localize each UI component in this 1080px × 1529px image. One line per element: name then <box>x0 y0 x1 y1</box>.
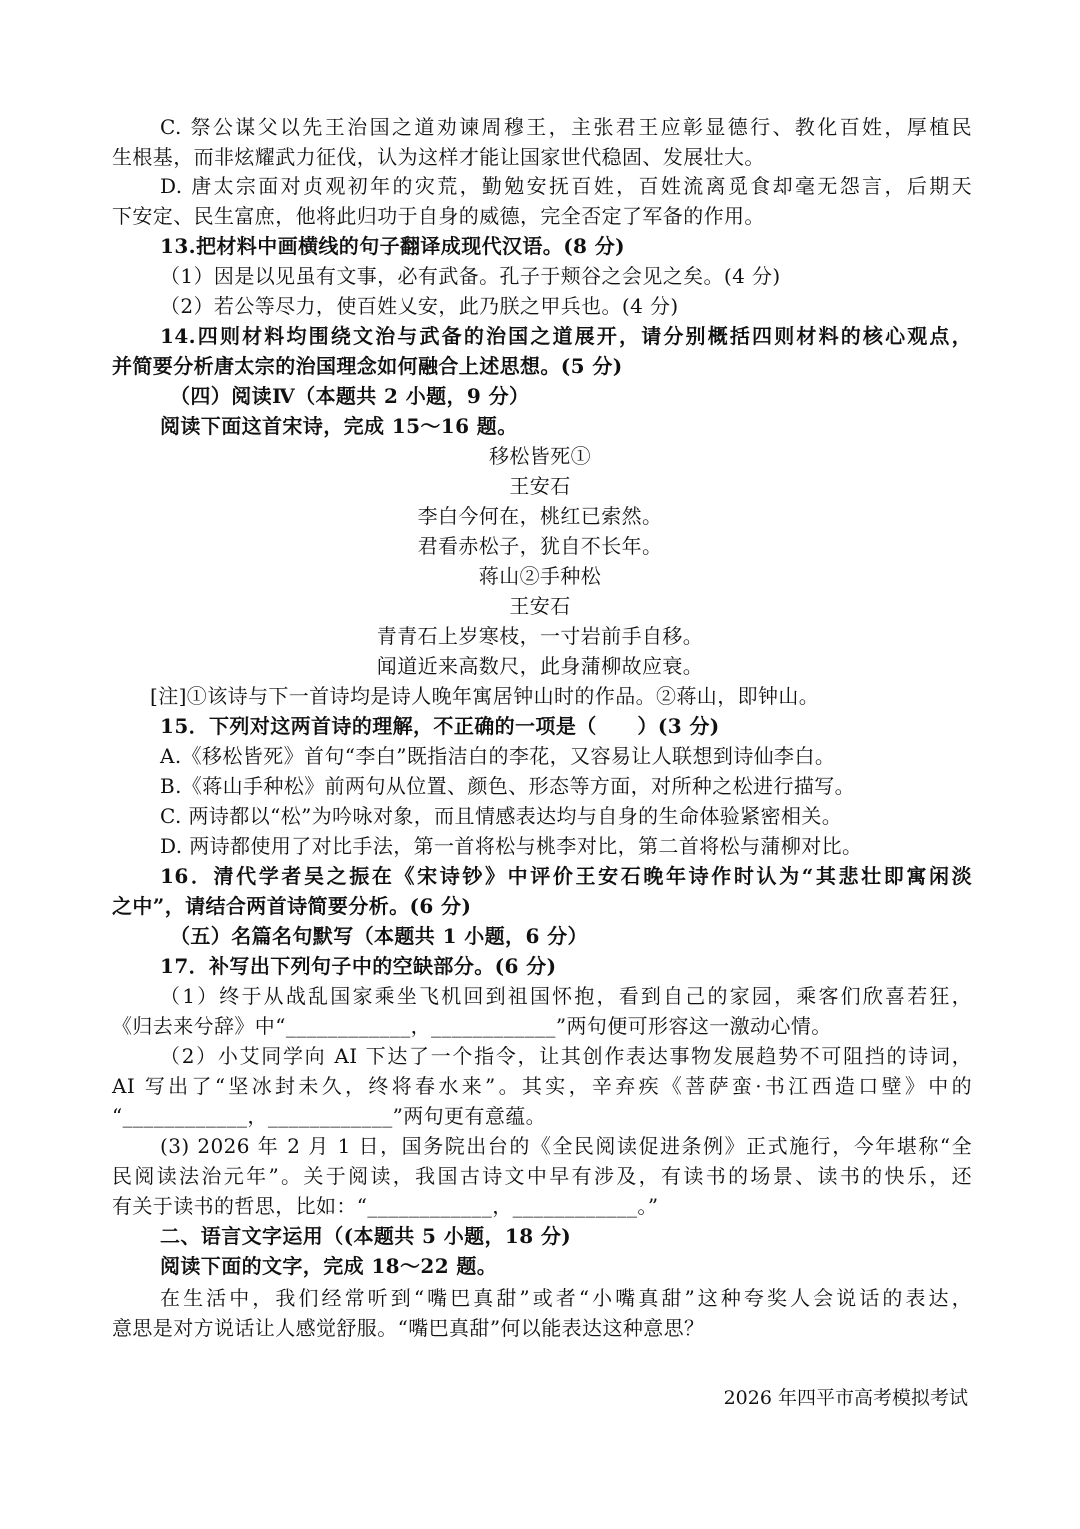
option-c-line-2: 生根基，而非炫耀武力征伐，认为这样才能让国家世代稳固、发展壮大。 <box>112 145 765 169</box>
question-16-line-2: 之中”，请结合两首诗简要分析。(6 分) <box>112 894 472 918</box>
poem-2-title: 蒋山②手种松 <box>478 564 602 588</box>
poem-2-line-2: 闻道近来高数尺，此身蒲柳故应衰。 <box>376 654 704 678</box>
question-14-line-1: 14.四则材料均围绕文治与武备的治国之道展开，请分别概括四则材料的核心观点， <box>160 324 972 348</box>
question-17-part-2-line-1: （2）小艾同学向 AI 下达了一个指令，让其创作表达事物发展趋势不可阻挡的诗词， <box>160 1044 972 1068</box>
poem-1-line-1: 李白今何在，桃红已索然。 <box>417 504 663 528</box>
question-15-option-a: A.《移松皆死》首句“李白”既指洁白的李花，又容易让人联想到诗仙李白。 <box>160 744 836 768</box>
poem-1-title: 移松皆死① <box>489 444 591 468</box>
question-17-part-2-line-2: AI 写出了“坚冰封未久，终将春水来”。其实，辛弃疾《菩萨蛮·书江西造口壁》中的 <box>112 1074 972 1098</box>
poem-1-line-2: 君看赤松子，犹自不长年。 <box>417 534 663 558</box>
question-15-option-b: B.《蒋山手种松》前两句从位置、颜色、形态等方面，对所种之松进行描写。 <box>160 774 856 798</box>
part-2-intro: 阅读下面的文字，完成 18～22 题。 <box>160 1254 498 1278</box>
question-13-part-1: （1）因是以见虽有文事，必有武备。孔子于颊谷之会见之矣。(4 分) <box>160 264 781 288</box>
poem-2-line-1: 青青石上岁寒枝，一寸岩前手自移。 <box>376 624 704 648</box>
question-17: 17．补写出下列句子中的空缺部分。(6 分) <box>160 954 557 978</box>
question-15-option-c: C. 两诗都以“松”为吟咏对象，而且情感表达均与自身的生命体验紧密相关。 <box>160 804 843 828</box>
question-13: 13.把材料中画横线的句子翻译成现代汉语。(8 分) <box>160 234 625 258</box>
question-17-part-3-line-1: (3) 2026 年 2 月 1 日，国务院出台的《全民阅读促进条例》正式施行，今年堪称“全 <box>160 1134 972 1158</box>
part-2-heading: 二、语言文字运用（(本题共 5 小题，18 分) <box>160 1224 572 1248</box>
question-15-option-d: D. 两诗都使用了对比手法，第一首将松与桃李对比，第二首将松与蒲柳对比。 <box>160 834 863 858</box>
question-17-part-3-line-3: 有关于读书的哲思，比如：“____________，____________。” <box>112 1194 659 1218</box>
section-4-heading: （四）阅读Ⅳ（本题共 2 小题，9 分） <box>170 384 530 408</box>
question-15: 15．下列对这两首诗的理解，不正确的一项是（ ）(3 分) <box>160 714 720 738</box>
option-d-line-2: 下安定、民生富庶，他将此归功于自身的威德，完全否定了军备的作用。 <box>112 204 765 228</box>
question-13-part-2: （2）若公等尽力，使百姓乂安，此乃朕之甲兵也。(4 分) <box>160 294 679 318</box>
question-14-line-2: 并简要分析唐太宗的治国理念如何融合上述思想。(5 分) <box>112 354 623 378</box>
passage-line-1: 在生活中，我们经常听到“嘴巴真甜”或者“小嘴真甜”这种夸奖人会说话的表达， <box>160 1286 972 1310</box>
question-17-part-1-line-2: 《归去来兮辞》中“____________，____________”两句便可形容这一激动心情。 <box>112 1014 832 1038</box>
question-17-part-1-line-1: （1）终于从战乱国家乘坐飞机回到祖国怀抱，看到自己的家园，乘客们欣喜若狂， <box>160 984 972 1008</box>
poem-note: [注]①该诗与下一首诗均是诗人晚年寓居钟山时的作品。②蒋山，即钟山。 <box>150 684 820 708</box>
question-17-part-2-line-3: “____________，____________”两句更有意蕴。 <box>112 1104 547 1128</box>
option-c-line-1: C. 祭公谋父以先王治国之道劝谏周穆王，主张君王应彰显德行、教化百姓，厚植民 <box>160 115 972 139</box>
poem-1-author: 王安石 <box>509 474 571 498</box>
section-5-heading: （五）名篇名句默写（本题共 1 小题，6 分） <box>170 924 588 948</box>
question-17-part-3-line-2: 民阅读法治元年”。关于阅读，我国古诗文中早有涉及，有读书的场景、读书的快乐，还 <box>112 1164 972 1188</box>
section-4-intro: 阅读下面这首宋诗，完成 15～16 题。 <box>160 414 518 438</box>
poem-2-author: 王安石 <box>509 594 571 618</box>
page-footer: 2026 年四平市高考模拟考试 <box>723 1387 968 1409</box>
option-d-line-1: D. 唐太宗面对贞观初年的灾荒，勤勉安抚百姓，百姓流离觅食却毫无怨言，后期天 <box>160 174 972 198</box>
question-16-line-1: 16．清代学者吴之振在《宋诗钞》中评价王安石晚年诗作时认为“其悲壮即寓闲淡 <box>160 864 972 888</box>
passage-line-2: 意思是对方说话让人感觉舒服。“嘴巴真甜”何以能表达这种意思？ <box>112 1316 705 1340</box>
